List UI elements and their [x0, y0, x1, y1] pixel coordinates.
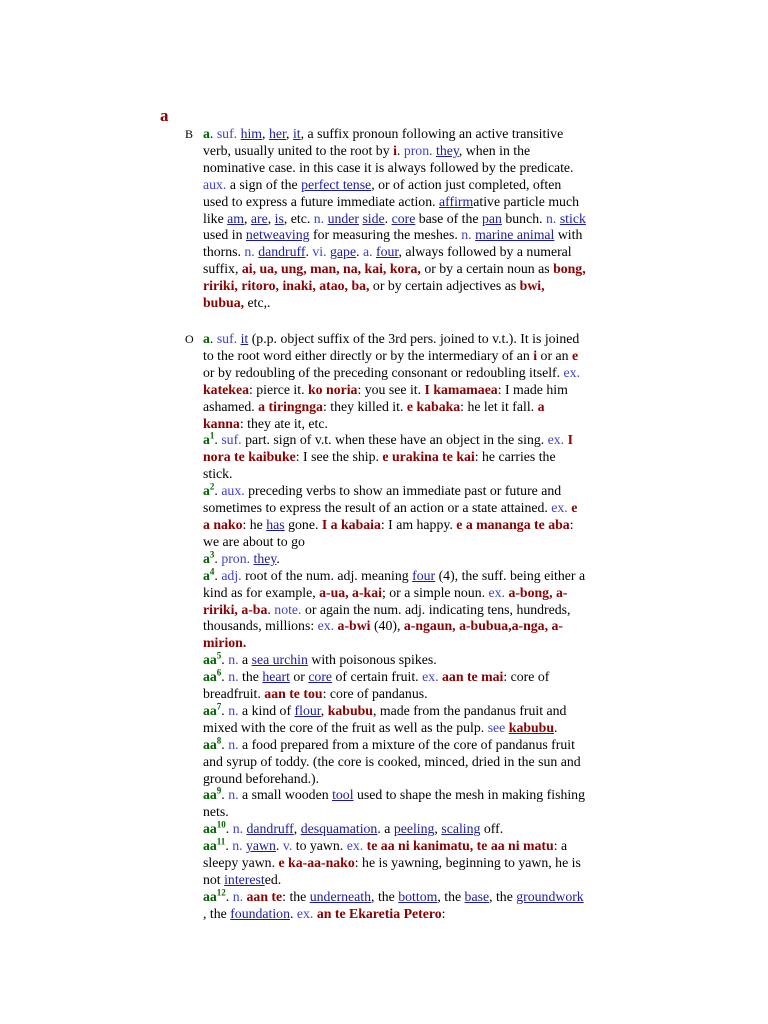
grammar-abbrev: aux.: [203, 176, 227, 192]
link-word[interactable]: her: [268, 126, 287, 141]
headword: a: [203, 567, 210, 583]
plain-text: a sign of the: [226, 176, 302, 192]
plain-text: .: [289, 905, 297, 921]
sense-number: 11: [216, 836, 226, 847]
link-word[interactable]: flour: [294, 702, 321, 718]
plain-text: .: [305, 244, 313, 260]
grammar-abbrev: ex.: [317, 618, 335, 634]
plain-text: .: [221, 669, 229, 685]
plain-text: ,: [320, 702, 328, 718]
link-word[interactable]: under: [327, 210, 359, 226]
plain-text: ,: [434, 821, 442, 837]
link-word[interactable]: desquamation: [300, 821, 378, 837]
plain-text: a kind of: [238, 702, 295, 718]
plain-text: , when in the nominative case. in this case it is always followed by the predicate.: [203, 142, 574, 175]
grammar-abbrev: n.: [313, 210, 325, 226]
plain-text: .: [276, 550, 280, 566]
grammar-abbrev: aux.: [221, 483, 245, 499]
gilbertese-form: a-bwi: [337, 618, 371, 634]
gilbertese-form: a-bong, a-ririki, a-ba: [203, 584, 568, 617]
plain-text: :: [441, 905, 446, 921]
grammar-abbrev: v.: [282, 838, 293, 854]
link-word[interactable]: has: [266, 516, 285, 532]
grammar-abbrev: ex.: [551, 500, 568, 516]
grammar-abbrev: suf.: [216, 126, 238, 141]
plain-text: ,: [286, 126, 293, 141]
plain-text: to yawn.: [292, 838, 347, 854]
plain-text: of certain fruit.: [332, 669, 423, 685]
plain-text: : I made him ashamed.: [203, 381, 568, 414]
link-word[interactable]: foundation: [230, 905, 290, 921]
grammar-abbrev: adj.: [221, 567, 242, 583]
grammar-abbrev: a.: [362, 244, 373, 260]
plain-text: : core of breadfruit.: [203, 669, 550, 702]
link-word[interactable]: core: [308, 669, 333, 685]
link-word[interactable]: netweaving: [245, 227, 310, 243]
gilbertese-form: i: [533, 347, 538, 363]
entry-body: [203, 126, 587, 312]
plain-text: used to shape the mesh in making fishing nets.: [203, 787, 585, 820]
sense-number: 6: [216, 667, 222, 678]
plain-text: root of the num. adj. meaning: [241, 567, 413, 583]
plain-text: or again the num. adj. indicating tens, hundreds, thousands, millions:: [203, 601, 571, 634]
gilbertese-form: ai, ua, ung, man, na, kai, kora,: [241, 261, 421, 277]
plain-text: .: [554, 719, 558, 735]
link-word[interactable]: pan: [482, 210, 502, 226]
gilbertese-form: bwi, bubua,: [203, 278, 545, 311]
link-word[interactable]: sea urchin: [251, 652, 308, 668]
link-word[interactable]: it: [292, 126, 301, 141]
gilbertese-form: bong, ririki, ritoro, inaki, atao, ba,: [203, 261, 586, 294]
link-word[interactable]: dandruff: [246, 821, 294, 837]
plain-text: , or of action just completed, often used to express a future immediate action.: [203, 176, 562, 209]
plain-text: : he is yawning, beginning to yawn, he is not: [203, 855, 581, 887]
plain-text: (4), the suff. being either a kind as for example,: [203, 567, 586, 600]
headword: aa: [203, 888, 217, 904]
plain-text: ,: [244, 210, 251, 226]
plain-text: . a: [377, 821, 394, 837]
plain-text: with thorns.: [203, 227, 583, 260]
sense-number: 9: [216, 785, 222, 796]
link-word[interactable]: marine animal: [475, 227, 555, 243]
gilbertese-form: I a kabaia: [321, 516, 381, 532]
link-word[interactable]: yawn: [246, 838, 276, 854]
headword: a: [203, 483, 210, 499]
plain-text: etc,.: [244, 295, 271, 311]
sense-number: 1: [209, 430, 215, 441]
headword: a: [203, 432, 210, 448]
plain-text: (40),: [370, 618, 404, 634]
grammar-abbrev: ex.: [346, 838, 364, 854]
plain-text: .: [221, 702, 229, 718]
headword: aa: [203, 838, 217, 854]
link-word[interactable]: gape: [330, 244, 357, 260]
plain-text: .: [221, 652, 229, 668]
gilbertese-form: a tiringnga: [258, 398, 323, 414]
gilbertese-form: ko noria: [308, 381, 358, 397]
plain-text: .: [221, 787, 229, 803]
entry-marker: O: [185, 332, 194, 346]
grammar-abbrev: n.: [232, 888, 244, 904]
gilbertese-form: e a mananga te aba: [456, 516, 570, 532]
sense-number: 7: [216, 701, 222, 712]
dictionary-entry-o: [185, 331, 587, 923]
plain-text: a small wooden: [238, 787, 333, 803]
link-word[interactable]: core: [391, 210, 416, 226]
headword: aa: [203, 736, 217, 752]
plain-text: .: [267, 601, 275, 617]
plain-text: , the: [437, 888, 465, 904]
plain-text: .: [225, 888, 233, 904]
plain-text: ,: [262, 126, 269, 141]
link-word[interactable]: tool: [332, 787, 354, 803]
plain-text: with poisonous spikes.: [307, 652, 437, 668]
plain-text: or by redoubling of the preceding consonant or redoubling itself.: [203, 364, 564, 380]
plain-text: : pierce it.: [249, 381, 308, 397]
entry-marker: B: [185, 127, 194, 141]
link-word[interactable]: underneath: [309, 888, 372, 904]
plain-text: ,: [293, 821, 301, 837]
plain-text: , the: [371, 888, 399, 904]
headword: a: [203, 550, 210, 566]
grammar-abbrev: vi.: [312, 244, 327, 260]
gilbertese-form: a kanna: [203, 398, 545, 431]
grammar-abbrev: n.: [228, 736, 239, 752]
plain-text: , always followed by a numeral suffix,: [203, 244, 572, 277]
plain-text: .: [214, 483, 222, 499]
plain-text: : he let it fall.: [460, 398, 538, 414]
plain-text: , a suffix pronoun following an active transitive verb, usually united to the root by: [203, 126, 564, 158]
headword: aa: [203, 652, 217, 668]
plain-text: ; or a simple noun.: [381, 584, 489, 600]
plain-text: base of the: [415, 210, 482, 226]
grammar-abbrev: ex.: [422, 669, 439, 685]
plain-text: or: [289, 669, 309, 685]
link-word[interactable]: groundwork: [516, 888, 584, 904]
link-word[interactable]: it: [240, 331, 249, 346]
plain-text: .: [356, 244, 363, 260]
dictionary-entry-b: [185, 126, 587, 312]
link-form[interactable]: kabubu: [508, 719, 555, 735]
plain-text: .: [225, 821, 233, 837]
plain-text: ,: [267, 210, 275, 226]
grammar-abbrev: ex.: [488, 584, 505, 600]
gilbertese-form: e ka-aa-nako: [278, 855, 355, 871]
plain-text: .: [221, 736, 229, 752]
gilbertese-form: I nora te kaibuke: [203, 432, 573, 465]
plain-text: : he carries the stick.: [203, 449, 556, 482]
plain-text: : core of pandanus.: [322, 686, 428, 702]
plain-text: (p.p. object suffix of the 3rd pers. joined to v.t.). It is joined to the root word either directly or by the intermediary of an: [203, 331, 580, 363]
gilbertese-form: an te Ekaretia Petero: [316, 905, 442, 921]
plain-text: : a sleepy yawn.: [203, 838, 568, 871]
grammar-abbrev: note.: [274, 601, 302, 617]
gilbertese-form: a-ua, a-kai: [319, 584, 382, 600]
sense-number: 8: [216, 735, 222, 746]
headword: aa: [203, 669, 217, 685]
link-word[interactable]: is: [274, 210, 284, 226]
gilbertese-form: e: [571, 347, 579, 363]
link-word[interactable]: they: [436, 142, 459, 158]
plain-text: a food prepared from a mixture of the core of pandanus fruit and syrup of toddy. (the core is cooked, minced, dried in the sun and ground beforehand.).: [203, 736, 581, 786]
sense-number: 5: [216, 650, 222, 661]
grammar-abbrev: n.: [546, 210, 557, 226]
plain-text: : he: [242, 516, 267, 532]
link-word[interactable]: base: [464, 888, 490, 904]
headword: a: [203, 331, 210, 346]
plain-text: or an: [537, 347, 572, 363]
link-word[interactable]: they: [253, 550, 277, 566]
plain-text: .: [214, 550, 222, 566]
link-word[interactable]: heart: [262, 669, 290, 685]
plain-text: : we are about to go: [203, 516, 574, 549]
plain-text: .: [209, 331, 217, 346]
sense-number: 3: [209, 549, 215, 560]
plain-text: ed.: [264, 872, 282, 887]
grammar-abbrev: pron.: [403, 142, 433, 158]
plain-text: or by certain adjectives as: [369, 278, 520, 294]
grammar-abbrev: see: [487, 719, 506, 735]
grammar-abbrev: n.: [228, 652, 239, 668]
gilbertese-form: katekea: [203, 381, 249, 397]
grammar-abbrev: suf.: [221, 432, 242, 448]
headword: a: [203, 126, 210, 141]
grammar-abbrev: ex.: [547, 432, 565, 448]
sense-number: 2: [209, 481, 215, 492]
grammar-abbrev: ex.: [563, 364, 581, 380]
plain-text: , made from the pandanus fruit and mixed with the core of the fruit as well as the pulp.: [203, 702, 567, 735]
plain-text: .: [396, 142, 404, 158]
sense-number: 10: [216, 819, 226, 830]
plain-text: ative particle much like: [203, 193, 579, 226]
plain-text: .: [209, 126, 217, 141]
plain-text: : I see the ship.: [295, 449, 383, 465]
grammar-abbrev: n.: [228, 787, 239, 803]
gilbertese-form: a-ngaun, a-bubua,a-nga, a-mirion.: [203, 618, 563, 651]
link-word[interactable]: dandruff: [258, 244, 306, 260]
link-word[interactable]: side: [362, 210, 385, 226]
grammar-abbrev: pron.: [221, 550, 251, 566]
plain-text: .: [214, 567, 222, 583]
link-word[interactable]: scaling: [441, 821, 481, 837]
plain-text: , etc.: [283, 210, 314, 226]
sense-number: 4: [209, 566, 215, 577]
link-word[interactable]: bottom: [398, 888, 438, 904]
gilbertese-form: aan te tou: [264, 686, 323, 702]
gilbertese-form: I kamamaea: [424, 381, 498, 397]
link-word[interactable]: affirm: [439, 193, 474, 209]
plain-text: .: [225, 838, 233, 854]
plain-text: a: [238, 652, 252, 668]
plain-text: or by a certain noun as: [420, 261, 554, 277]
grammar-abbrev: n.: [461, 227, 472, 243]
headword: aa: [203, 821, 217, 837]
plain-text: used in: [203, 227, 246, 243]
gilbertese-form: aan te mai: [442, 669, 504, 685]
plain-text: part. sign of v.t. when these have an object in the sing.: [241, 432, 548, 448]
link-word[interactable]: stick: [559, 210, 586, 226]
plain-text: .: [214, 432, 222, 448]
sense-number: 12: [216, 887, 226, 898]
grammar-abbrev: ex.: [296, 905, 314, 921]
link-word[interactable]: are: [250, 210, 268, 226]
gilbertese-form: te aa ni kanimatu, te aa ni matu: [366, 838, 554, 854]
gilbertese-form: kabubu: [327, 702, 373, 718]
grammar-abbrev: n.: [228, 702, 239, 718]
link-word[interactable]: peeling: [393, 821, 435, 837]
link-word[interactable]: am: [227, 210, 244, 226]
plain-text: : I am happy.: [380, 516, 457, 532]
plain-text: gone.: [284, 516, 322, 532]
plain-text: : they ate it, etc.: [239, 415, 328, 431]
plain-text: : you see it.: [357, 381, 425, 397]
section-letter-heading: a: [160, 106, 169, 125]
headword: aa: [203, 702, 217, 718]
grammar-abbrev: suf.: [216, 331, 238, 346]
grammar-abbrev: n.: [232, 838, 243, 854]
link-word[interactable]: perfect tense: [301, 176, 372, 192]
link-word[interactable]: him: [240, 126, 263, 141]
gilbertese-form: e a nako: [203, 500, 578, 532]
plain-text: , the: [203, 905, 231, 921]
plain-text: : they killed it.: [322, 398, 407, 414]
grammar-abbrev: n.: [228, 669, 239, 685]
grammar-abbrev: n.: [232, 821, 244, 837]
plain-text: .: [384, 210, 392, 226]
plain-text: bunch.: [501, 210, 546, 226]
plain-text: .: [275, 838, 283, 854]
gilbertese-form: aan te: [246, 888, 283, 904]
plain-text: : the: [282, 888, 310, 904]
headword: aa: [203, 787, 217, 803]
plain-text: , the: [489, 888, 517, 904]
gilbertese-form: e kabaka: [406, 398, 461, 414]
grammar-abbrev: n.: [244, 244, 255, 260]
gilbertese-form: e urakina te kai: [382, 449, 475, 465]
plain-text: off.: [480, 821, 504, 837]
link-word[interactable]: four: [412, 567, 436, 583]
link-word[interactable]: four: [376, 244, 399, 260]
plain-text: the: [238, 669, 263, 685]
gilbertese-form: i: [393, 142, 397, 158]
entry-body: [203, 331, 587, 923]
plain-text: preceding verbs to show an immediate past or future and sometimes to express the result of an action or a state attained.: [203, 483, 562, 516]
plain-text: for measuring the meshes.: [309, 227, 462, 243]
link-word[interactable]: interest: [224, 872, 265, 887]
